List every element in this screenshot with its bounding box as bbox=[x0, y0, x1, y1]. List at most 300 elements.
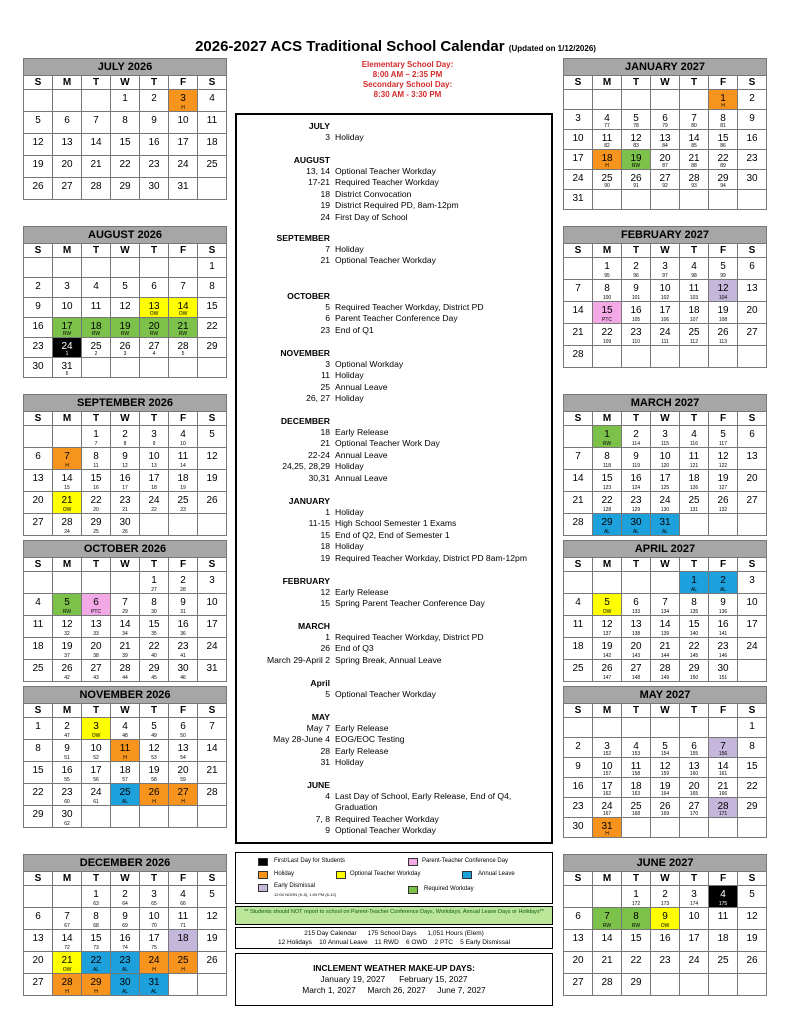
day-cell bbox=[651, 426, 680, 448]
day-number: 9 bbox=[180, 597, 186, 608]
day-cell bbox=[140, 886, 169, 908]
school-day-count: 11 bbox=[93, 463, 99, 469]
event-text: District Required PD, 8am-12pm bbox=[335, 200, 459, 211]
day-cell bbox=[564, 974, 593, 996]
school-day-count: 3 bbox=[123, 351, 127, 357]
month-calendar bbox=[23, 394, 227, 536]
day-cell bbox=[111, 134, 140, 156]
day-number: 22 bbox=[746, 781, 758, 792]
day-cell bbox=[140, 638, 169, 660]
day-number: 3 bbox=[691, 889, 697, 900]
day-number: 22 bbox=[119, 159, 131, 170]
day-number: 11 bbox=[90, 301, 102, 312]
weekday-header: S bbox=[738, 244, 767, 258]
day-cell bbox=[169, 448, 198, 470]
weekday-header: T bbox=[140, 76, 169, 90]
day-cell bbox=[111, 426, 140, 448]
event-date: 5 bbox=[325, 689, 330, 699]
event-text: Required Teacher Workday bbox=[335, 177, 439, 188]
day-number: 27 bbox=[32, 977, 44, 988]
school-day-count: 168 bbox=[631, 811, 641, 817]
day-cell bbox=[111, 90, 140, 112]
day-cell bbox=[709, 492, 738, 514]
day-cell bbox=[198, 908, 227, 930]
day-number: 14 bbox=[206, 743, 218, 754]
empty-cell bbox=[24, 426, 53, 448]
day-cell bbox=[709, 738, 738, 758]
day-number: 16 bbox=[630, 305, 642, 316]
empty-cell bbox=[593, 90, 622, 110]
day-cell bbox=[564, 758, 593, 778]
weekday-header: S bbox=[24, 872, 53, 886]
day-cell bbox=[593, 492, 622, 514]
weekday-header: M bbox=[593, 412, 622, 426]
school-day-count: 68 bbox=[93, 923, 99, 929]
day-number: 3 bbox=[64, 281, 70, 292]
school-day-count: 58 bbox=[151, 777, 157, 783]
day-number: 11 bbox=[206, 115, 218, 126]
day-number: 24 bbox=[206, 641, 218, 652]
weekday-header: T bbox=[622, 872, 651, 886]
school-day-count: 92 bbox=[662, 183, 668, 189]
legend-first-last: First/Last Day for Students bbox=[274, 858, 346, 864]
day-code: AL bbox=[603, 529, 611, 535]
day-cell bbox=[53, 156, 82, 178]
weekday-header: S bbox=[198, 558, 227, 572]
event-month: FEBRUARY bbox=[282, 576, 330, 586]
day-cell bbox=[680, 130, 709, 150]
day-cell bbox=[53, 762, 82, 784]
day-cell bbox=[680, 738, 709, 758]
event-text: First Day of School bbox=[335, 211, 408, 222]
empty-cell bbox=[53, 886, 82, 908]
weekday-header: M bbox=[53, 412, 82, 426]
month-calendar bbox=[563, 540, 767, 682]
day-cell bbox=[140, 134, 169, 156]
school-day-count: 82 bbox=[604, 143, 610, 149]
day-number: 20 bbox=[630, 641, 642, 652]
day-code: RW bbox=[62, 609, 72, 615]
weekday-header: T bbox=[140, 244, 169, 258]
weekday-header: F bbox=[169, 412, 198, 426]
school-day-count: 119 bbox=[632, 463, 640, 469]
event-date: 26, 27 bbox=[306, 393, 330, 404]
day-number: 5 bbox=[633, 113, 639, 124]
school-day-count: 23 bbox=[180, 507, 186, 513]
school-day-count: 112 bbox=[690, 339, 698, 345]
day-number: 8 bbox=[93, 911, 99, 922]
day-number: 29 bbox=[32, 809, 44, 820]
school-day-count: 79 bbox=[662, 123, 668, 129]
day-cell bbox=[738, 170, 767, 190]
day-cell bbox=[111, 784, 140, 806]
event-text: Early Release bbox=[335, 587, 389, 597]
empty-cell bbox=[82, 572, 111, 594]
day-cell bbox=[24, 112, 53, 134]
event-date: 3 bbox=[325, 359, 330, 369]
day-number: 4 bbox=[180, 429, 186, 440]
day-cell bbox=[169, 952, 198, 974]
day-cell bbox=[680, 616, 709, 638]
empty-cell bbox=[680, 718, 709, 738]
day-number: 9 bbox=[633, 451, 639, 462]
day-number: 10 bbox=[601, 761, 613, 772]
day-cell bbox=[651, 514, 680, 536]
day-cell bbox=[140, 616, 169, 638]
day-number: 26 bbox=[119, 341, 131, 352]
day-number: 18 bbox=[601, 153, 613, 164]
school-day-count: 40 bbox=[151, 653, 157, 659]
empty-cell bbox=[564, 718, 593, 738]
event-text: Spring Break, Annual Leave bbox=[335, 654, 442, 665]
day-cell bbox=[82, 784, 111, 806]
school-day-count: 81 bbox=[720, 123, 726, 129]
day-cell bbox=[564, 470, 593, 492]
month-name: SEPTEMBER 2026 bbox=[24, 395, 227, 412]
day-number: 27 bbox=[572, 977, 584, 988]
school-day-count: 50 bbox=[180, 733, 186, 739]
school-day-count: 106 bbox=[660, 317, 670, 323]
day-number: 23 bbox=[32, 341, 44, 352]
day-cell bbox=[140, 762, 169, 784]
school-day-count: 143 bbox=[631, 653, 641, 659]
day-number: 9 bbox=[575, 761, 581, 772]
calendar-stats bbox=[235, 927, 553, 949]
event-text: Holiday bbox=[335, 757, 364, 768]
day-cell bbox=[198, 616, 227, 638]
day-cell bbox=[169, 492, 198, 514]
day-number: 24 bbox=[659, 327, 671, 338]
empty-cell bbox=[651, 718, 680, 738]
day-number: 25 bbox=[688, 327, 700, 338]
empty-cell bbox=[82, 90, 111, 112]
day-cell bbox=[111, 278, 140, 298]
day-cell bbox=[111, 740, 140, 762]
day-cell bbox=[198, 718, 227, 740]
day-number: 7 bbox=[93, 115, 99, 126]
school-day-count: 13 bbox=[151, 463, 157, 469]
day-cell bbox=[593, 324, 622, 346]
day-number: 31 bbox=[148, 977, 160, 988]
school-day-count: 59 bbox=[180, 777, 186, 783]
day-number: 27 bbox=[177, 787, 189, 798]
day-number: 3 bbox=[93, 721, 99, 732]
day-number: 28 bbox=[61, 517, 73, 528]
day-cell bbox=[111, 930, 140, 952]
day-cell bbox=[738, 492, 767, 514]
day-number: 3 bbox=[662, 261, 668, 272]
day-code: RW bbox=[631, 923, 641, 929]
day-number: 21 bbox=[659, 641, 671, 652]
school-day-count: 32 bbox=[64, 631, 70, 637]
day-number: 16 bbox=[746, 133, 758, 144]
event-month: OCTOBER bbox=[287, 291, 330, 301]
sec-label: Secondary School Day: bbox=[362, 80, 453, 89]
day-number: 22 bbox=[90, 495, 102, 506]
day-number: 28 bbox=[659, 663, 671, 674]
day-cell bbox=[24, 318, 53, 338]
day-number: 12 bbox=[746, 911, 758, 922]
day-cell bbox=[709, 426, 738, 448]
day-cell bbox=[564, 818, 593, 838]
day-cell bbox=[593, 150, 622, 170]
day-cell bbox=[709, 110, 738, 130]
day-number: 9 bbox=[662, 911, 668, 922]
day-cell bbox=[651, 492, 680, 514]
empty-cell bbox=[738, 346, 767, 368]
school-day-count: 15 bbox=[64, 485, 70, 491]
day-cell bbox=[82, 930, 111, 952]
weekday-header: M bbox=[53, 872, 82, 886]
day-number: 3 bbox=[604, 741, 610, 752]
day-code: OW bbox=[62, 967, 72, 973]
day-number: 5 bbox=[209, 429, 215, 440]
school-day-count: 25 bbox=[93, 529, 99, 535]
day-cell bbox=[622, 280, 651, 302]
day-code: H bbox=[605, 831, 609, 837]
school-day-count: 153 bbox=[631, 751, 641, 757]
day-code: H bbox=[181, 967, 185, 973]
event-text: EOG/EOC Testing bbox=[335, 734, 405, 745]
day-number: 27 bbox=[630, 663, 642, 674]
day-cell bbox=[680, 594, 709, 616]
empty-cell bbox=[111, 806, 140, 828]
day-cell bbox=[82, 660, 111, 682]
day-cell bbox=[680, 798, 709, 818]
day-number: 2 bbox=[749, 93, 755, 104]
event-text: End of Q2, End of Semester 1 bbox=[335, 529, 450, 540]
day-cell bbox=[24, 718, 53, 740]
empty-cell bbox=[53, 90, 82, 112]
day-cell bbox=[651, 660, 680, 682]
day-cell bbox=[709, 952, 738, 974]
day-cell bbox=[24, 806, 53, 828]
day-cell bbox=[564, 594, 593, 616]
day-number: 28 bbox=[90, 181, 102, 192]
day-cell bbox=[198, 258, 227, 278]
event-date: 31 bbox=[320, 757, 330, 768]
swatch-annual bbox=[462, 871, 472, 879]
school-day-count: 12 bbox=[122, 463, 128, 469]
school-day-count: 118 bbox=[603, 463, 611, 469]
school-day-count: 19 bbox=[180, 485, 186, 491]
empty-cell bbox=[111, 358, 140, 378]
event-month: JANUARY bbox=[288, 496, 330, 506]
day-number: 17 bbox=[601, 781, 613, 792]
day-cell bbox=[651, 886, 680, 908]
event-text: High School Semester 1 Exams bbox=[335, 518, 457, 529]
school-day-count: 64 bbox=[122, 901, 128, 907]
month-calendar bbox=[563, 226, 767, 368]
day-number: 24 bbox=[688, 955, 700, 966]
elem-label: Elementary School Day: bbox=[361, 60, 454, 69]
school-day-count: 101 bbox=[631, 295, 641, 301]
legend-optional: Optional Teacher Workday bbox=[350, 871, 421, 877]
empty-cell bbox=[82, 258, 111, 278]
day-number: 1 bbox=[35, 721, 41, 732]
day-number: 8 bbox=[633, 911, 639, 922]
day-cell bbox=[651, 258, 680, 280]
event-date: 18 bbox=[320, 427, 330, 437]
day-cell bbox=[82, 952, 111, 974]
day-cell bbox=[82, 338, 111, 358]
day-cell bbox=[593, 974, 622, 996]
day-cell bbox=[140, 112, 169, 134]
weekday-header: W bbox=[111, 76, 140, 90]
day-cell bbox=[593, 110, 622, 130]
weekday-header: T bbox=[82, 76, 111, 90]
day-cell bbox=[709, 908, 738, 930]
school-day-count: 172 bbox=[631, 901, 641, 907]
day-cell bbox=[651, 170, 680, 190]
day-number: 25 bbox=[688, 495, 700, 506]
day-cell bbox=[738, 426, 767, 448]
day-cell bbox=[738, 110, 767, 130]
school-day-count: 74 bbox=[122, 945, 128, 951]
school-day-count: 127 bbox=[718, 485, 728, 491]
day-number: 11 bbox=[717, 911, 729, 922]
day-number: 25 bbox=[601, 173, 613, 184]
day-number: 11 bbox=[630, 761, 642, 772]
day-cell bbox=[140, 718, 169, 740]
day-number: 7 bbox=[180, 281, 186, 292]
day-code: AL bbox=[121, 989, 129, 995]
day-cell bbox=[140, 492, 169, 514]
empty-cell bbox=[111, 258, 140, 278]
day-cell bbox=[593, 514, 622, 536]
day-cell bbox=[111, 318, 140, 338]
day-cell bbox=[651, 952, 680, 974]
month-calendar bbox=[23, 226, 227, 378]
day-number: 20 bbox=[177, 765, 189, 776]
day-cell bbox=[24, 156, 53, 178]
event-date: 24 bbox=[320, 211, 330, 222]
day-cell bbox=[198, 426, 227, 448]
weekday-header: W bbox=[111, 558, 140, 572]
day-cell bbox=[169, 572, 198, 594]
day-code: AL bbox=[121, 967, 129, 973]
day-number: 29 bbox=[746, 801, 758, 812]
school-day-count: 129 bbox=[631, 507, 641, 513]
day-number: 21 bbox=[572, 495, 584, 506]
day-cell bbox=[140, 470, 169, 492]
month-name: NOVEMBER 2026 bbox=[24, 687, 227, 704]
day-cell bbox=[169, 278, 198, 298]
day-cell bbox=[738, 930, 767, 952]
day-cell bbox=[169, 886, 198, 908]
day-cell bbox=[680, 908, 709, 930]
day-cell bbox=[24, 616, 53, 638]
school-day-count: 69 bbox=[122, 923, 128, 929]
day-cell bbox=[198, 492, 227, 514]
day-cell bbox=[709, 150, 738, 170]
school-day-count: 148 bbox=[631, 675, 641, 681]
day-number: 8 bbox=[122, 115, 128, 126]
day-number: 6 bbox=[691, 741, 697, 752]
day-number: 8 bbox=[35, 743, 41, 754]
day-cell bbox=[709, 660, 738, 682]
school-day-count: 125 bbox=[660, 485, 670, 491]
day-code: OW bbox=[178, 311, 188, 317]
day-number: 27 bbox=[148, 341, 160, 352]
day-number: 30 bbox=[746, 173, 758, 184]
school-day-count: 55 bbox=[64, 777, 70, 783]
day-number: 1 bbox=[604, 261, 610, 272]
event-text: Optional Workday bbox=[335, 359, 404, 369]
school-day-count: 98 bbox=[691, 273, 697, 279]
weekday-header: F bbox=[709, 558, 738, 572]
day-cell bbox=[680, 572, 709, 594]
day-cell bbox=[622, 150, 651, 170]
weekday-header: T bbox=[82, 244, 111, 258]
day-number: 1 bbox=[93, 889, 99, 900]
school-day-count: 130 bbox=[660, 507, 670, 513]
day-cell bbox=[709, 448, 738, 470]
day-cell bbox=[53, 806, 82, 828]
school-day-count: 10 bbox=[180, 441, 186, 447]
day-cell bbox=[169, 112, 198, 134]
day-number: 15 bbox=[746, 761, 758, 772]
weekday-header: T bbox=[82, 412, 111, 426]
day-cell bbox=[680, 302, 709, 324]
school-day-count: 167 bbox=[602, 811, 612, 817]
day-number: 5 bbox=[749, 889, 755, 900]
day-number: 29 bbox=[688, 663, 700, 674]
school-day-count: 70 bbox=[151, 923, 157, 929]
school-day-count: 4 bbox=[152, 351, 156, 357]
day-number: 7 bbox=[64, 911, 70, 922]
empty-cell bbox=[651, 818, 680, 838]
day-cell bbox=[564, 302, 593, 324]
day-cell bbox=[593, 660, 622, 682]
day-number: 12 bbox=[630, 133, 642, 144]
school-day-count: 174 bbox=[689, 901, 699, 907]
day-cell bbox=[651, 280, 680, 302]
school-day-count: 147 bbox=[602, 675, 612, 681]
empty-cell bbox=[738, 974, 767, 996]
day-number: 23 bbox=[177, 641, 189, 652]
day-cell bbox=[53, 740, 82, 762]
day-number: 21 bbox=[206, 765, 218, 776]
empty-cell bbox=[198, 514, 227, 536]
day-number: 2 bbox=[662, 889, 668, 900]
day-cell bbox=[622, 738, 651, 758]
stats-line1: 215 Day Calendar 175 School Days 1,051 Hours (Elem) bbox=[304, 930, 484, 937]
day-number: 7 bbox=[122, 597, 128, 608]
event-text: Early Release bbox=[335, 723, 389, 733]
school-day-count: 75 bbox=[151, 945, 157, 951]
weekday-header: S bbox=[564, 872, 593, 886]
empty-cell bbox=[198, 806, 227, 828]
day-cell bbox=[738, 738, 767, 758]
school-day-count: 5 bbox=[181, 351, 185, 357]
day-code: AL bbox=[121, 799, 129, 805]
day-cell bbox=[198, 156, 227, 178]
school-day-count: 45 bbox=[151, 675, 157, 681]
day-code: OW bbox=[62, 507, 72, 513]
day-cell bbox=[680, 170, 709, 190]
empty-cell bbox=[680, 346, 709, 368]
event-date: 7, 8 bbox=[315, 813, 330, 824]
day-number: 24 bbox=[601, 801, 613, 812]
weekday-header: S bbox=[738, 412, 767, 426]
day-cell bbox=[651, 302, 680, 324]
day-cell bbox=[593, 302, 622, 324]
day-number: 1 bbox=[749, 721, 755, 732]
day-cell bbox=[651, 638, 680, 660]
day-number: 10 bbox=[659, 451, 671, 462]
empty-cell bbox=[169, 258, 198, 278]
